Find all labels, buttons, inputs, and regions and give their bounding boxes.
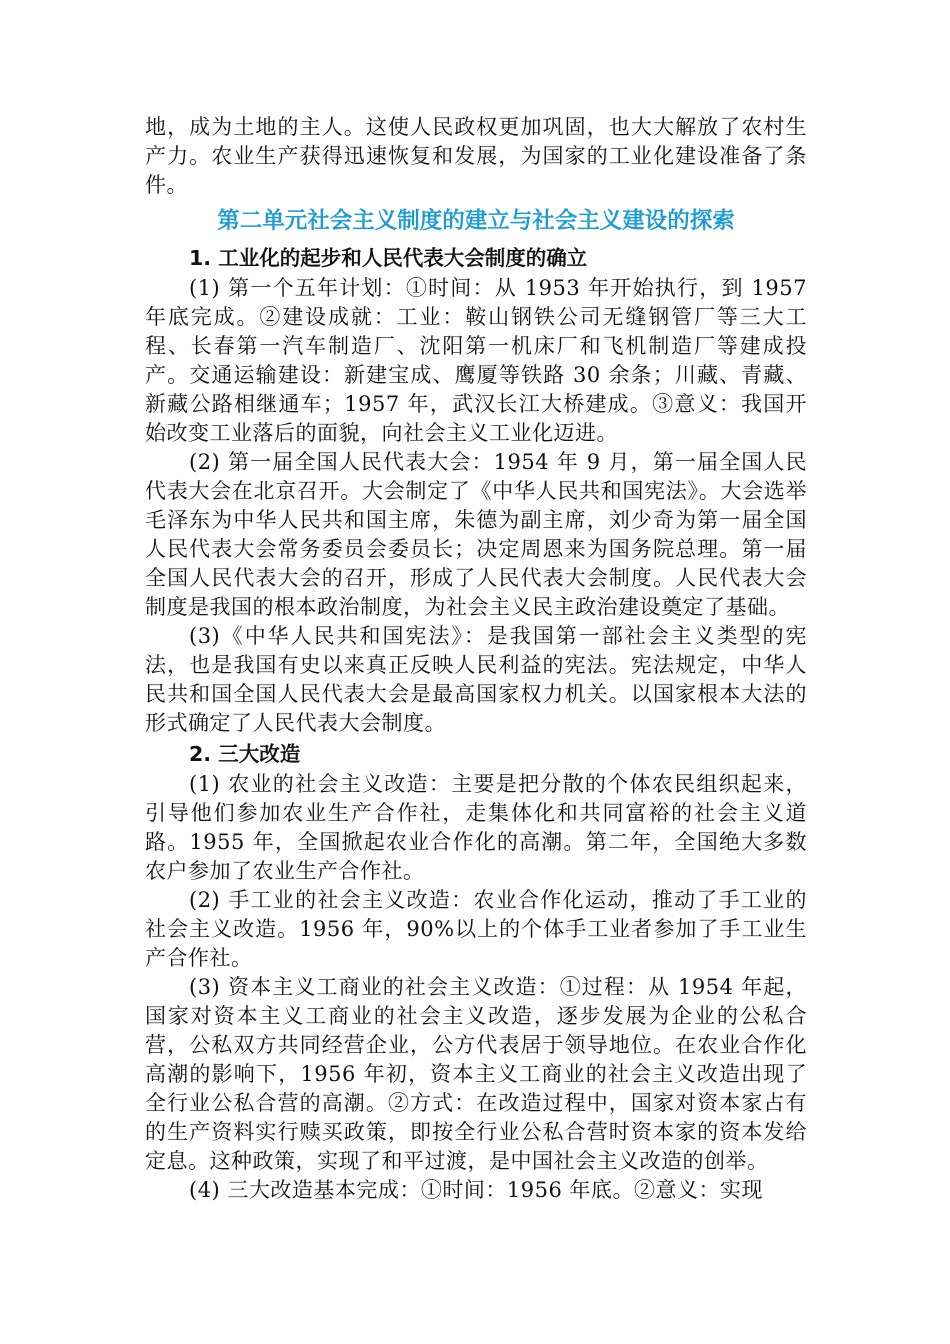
- paragraph-1-2: (2) 第一届全国人民代表大会：1954 年 9 月，第一届全国人民代表大会在北京召开。大会制定了《中华人民共和国宪法》。大会选举毛泽东为中华人民共和国主席，朱德为副主席，刘少奇为第一届全国人民代表大会常务委员会委员长；决定周恩来为国务院总理。第一届全国人民代表大会的召开，形成了人民代表大会制度。人民代表大会制度是我国的根本政治制度，为社会主义民主政治建设奠定了基础。: [145, 450, 807, 619]
- unit-title: 第二单元社会主义制度的建立与社会主义建设的探索: [217, 208, 735, 234]
- intro-paragraph: 地，成为土地的主人。这使人民政权更加巩固，也大大解放了农村生产力。农业生产获得迅速恢复和发展，为国家的工业化建设准备了条件。: [145, 115, 807, 197]
- paragraph-1-3: (3)《中华人民共和国宪法》：是我国第一部社会主义类型的宪法，也是我国有史以来真正反映人民利益的宪法。宪法规定，中华人民共和国全国人民代表大会是最高国家权力机关。以国家根本大法的形式确定了人民代表大会制度。: [145, 624, 807, 735]
- section-heading-1: 1. 工业化的起步和人民代表大会制度的确立: [189, 246, 588, 270]
- paragraph-2-1: (1) 农业的社会主义改造：主要是把分散的个体农民组织起来，引导他们参加农业生产合作社，走集体化和共同富裕的社会主义道路。1955 年，全国掀起农业合作化的高潮。第二年，全国绝大多数农户参加了农业生产合作社。: [145, 772, 807, 883]
- paragraph-2-2: (2) 手工业的社会主义改造：农业合作化运动，推动了手工业的社会主义改造。1956 年，90%以上的个体手工业者参加了手工业生产合作社。: [145, 888, 807, 970]
- paragraph-2-4: (4) 三大改造基本完成：①时间：1956 年底。②意义：实现: [189, 1178, 764, 1202]
- paragraph-1-1: (1) 第一个五年计划：①时间：从 1953 年开始执行，到 1957 年底完成。②建设成就：工业：鞍山钢铁公司无缝钢管厂等三大工程、长春第一汽车制造厂、沈阳第一机床厂和飞机制造厂等建成投产。交通运输建设：新建宝成、鹰厦等铁路 30 余条；川藏、青藏、新藏公路相继通车；1957 年，武汉长江大桥建成。③意义：我国开始改变工业落后的面貌，向社会主义工业化迈进。: [145, 276, 807, 445]
- section-heading-2: 2. 三大改造: [189, 742, 301, 766]
- paragraph-2-3: (3) 资本主义工商业的社会主义改造：①过程：从 1954 年起，国家对资本主义工商业的社会主义改造，逐步发展为企业的公私合营，公私双方共同经营企业，公方代表居于领导地位。在农业合作化高潮的影响下，1956 年初，资本主义工商业的社会主义改造出现了全行业公私合营的高潮。②方式：在改造过程中，国家对资本家占有的生产资料实行赎买政策，即按全行业公私合营时资本家的资本发给定息。这种政策，实现了和平过渡，是中国社会主义改造的创举。: [145, 975, 807, 1173]
- document-page: [145, 113, 807, 1205]
